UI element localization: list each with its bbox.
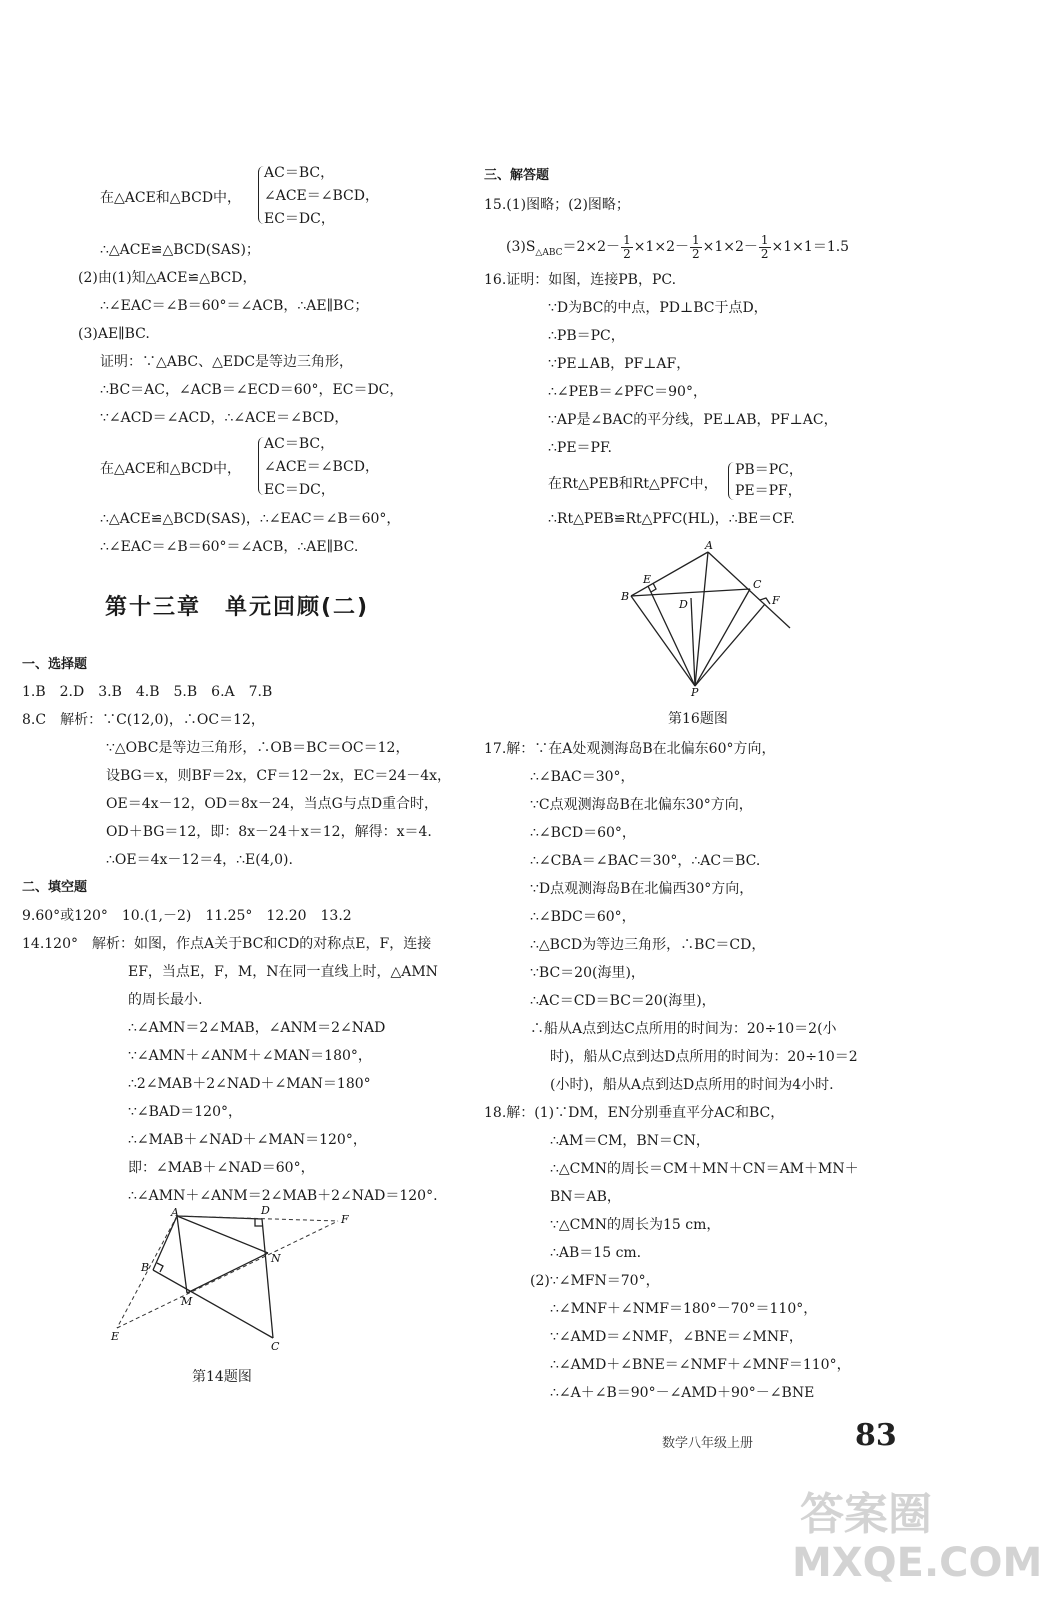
text-line: 在Rt△PEB和Rt△PFC中， [548, 476, 718, 492]
text-line: ∴∠AMD＋∠BNE＝∠NMF＋∠MNF＝110°， [550, 1357, 851, 1373]
fig14-label-A: A [171, 1206, 179, 1219]
figure-14-caption: 第14题图 [192, 1369, 252, 1385]
chapter-title: 第十三章 单元回顾(二) [105, 595, 370, 620]
figure-14 [105, 1204, 365, 1358]
watermark-url: MXQE.COM [792, 1540, 1042, 1586]
fig16-label-F: F [772, 594, 780, 607]
text-line: ∴∠EAC＝∠B＝60°＝∠ACB，∴AE∥BC； [100, 298, 369, 314]
fig16-label-E: E [643, 573, 652, 586]
text-line: ∴∠A＋∠B＝90°－∠AMD＋90°－∠BNE [550, 1385, 815, 1401]
fig14-label-E: E [111, 1330, 120, 1343]
area-formula [506, 232, 849, 268]
text-line: ∵∠ACD＝∠ACD，∴∠ACE＝∠BCD， [100, 410, 349, 426]
text-line: ∵C点观测海岛B在北偏东30°方向， [530, 797, 753, 813]
text-line: ∴∠BDC＝60°， [530, 909, 636, 925]
text-line: ∴PB＝PC， [548, 328, 625, 344]
system-line: ∠ACE＝∠BCD， [264, 459, 379, 475]
text-line: 15.(1)图略；(2)图略； [484, 197, 630, 213]
fig16-label-B: B [621, 590, 630, 603]
text-line: 即：∠MAB＋∠NAD＝60°， [128, 1160, 315, 1176]
text-line: ∵∠BAD＝120°， [128, 1104, 242, 1120]
text-line: ∴∠BCD＝60°， [530, 825, 636, 841]
text-line: ∴AM＝CM，BN＝CN， [550, 1133, 710, 1149]
text-line: EF，当点E，F，M，N在同一直线上时，△AMN [128, 964, 438, 980]
formula-s: (3)S [506, 239, 536, 255]
text-line: ∴∠AMN＋∠ANM＝2∠MAB＋2∠NAD＝120°. [128, 1188, 438, 1204]
text-line: ∵∠AMN＋∠ANM＋∠MAN＝180°， [128, 1048, 372, 1064]
text-line: ∵AP是∠BAC的平分线，PE⊥AB，PF⊥AC， [548, 412, 838, 428]
formula-subscript: △ABC [535, 247, 563, 258]
page-number: 83 [855, 1418, 897, 1453]
text-line: ∴∠BAC＝30°， [530, 769, 635, 785]
text-line: 证明：∵△ABC、△EDC是等边三角形， [100, 354, 354, 370]
text-line: 8.C 解析：∵C(12,0)，∴OC＝12， [22, 712, 265, 728]
formula-part: ×1×2－ [633, 239, 689, 255]
text-line: ∴∠PEB＝∠PFC＝90°， [548, 384, 707, 400]
text-line: (小时)，船从A点到达D点所用的时间为4小时. [550, 1077, 834, 1093]
system-line: EC＝DC， [264, 211, 335, 227]
text-line: 时)，船从C点到达D点所用的时间为：20÷10＝2 [550, 1049, 858, 1065]
text-line: 16.证明：如图，连接PB，PC. [484, 272, 677, 288]
fig16-label-P: P [691, 686, 699, 699]
figure-16-caption: 第16题图 [668, 711, 728, 727]
text-line: ∵BC＝20(海里)， [530, 965, 645, 981]
footer-subject: 数学八年级上册 [662, 1436, 754, 1451]
text-line: ∴∠AMN＝2∠MAB，∠ANM＝2∠NAD [128, 1020, 386, 1036]
fraction-half: $\frac{1}{2}$ [623, 232, 631, 261]
text-line: ∴2∠MAB＋2∠NAD＋∠MAN＝180° [128, 1076, 371, 1092]
text-line: ∴船从A点到达C点所用的时间为：20÷10＝2(小 [530, 1021, 837, 1037]
text-line: ∴BC＝AC，∠ACB＝∠ECD＝60°，EC＝DC， [100, 382, 404, 398]
text-line: ∴Rt△PEB≌Rt△PFC(HL)，∴BE＝CF. [548, 511, 795, 527]
answers-line: 9.60°或120° 10.(1,－2) 11.25° 12.20 13.2 [22, 908, 352, 924]
system-line: AC＝BC， [264, 165, 335, 181]
system-line: EC＝DC， [264, 482, 335, 498]
fig14-label-N: N [271, 1252, 281, 1265]
section-heading: 二、填空题 [22, 880, 88, 895]
formula-part: ×1×2－ [702, 239, 758, 255]
fig14-label-B: B [141, 1261, 150, 1274]
text-line: ∵△OBC是等边三角形，∴OB＝BC＝OC＝12， [106, 740, 410, 756]
system-line: PB＝PC， [735, 462, 803, 478]
fraction-half: $\frac{1}{2}$ [760, 232, 769, 261]
system-line: AC＝BC， [264, 436, 335, 452]
fig14-label-C: C [271, 1340, 280, 1353]
text-line: (3)AE∥BC. [78, 326, 150, 342]
formula-part: ＝2×2－ [562, 239, 621, 255]
text-line: ∴△ACE≌△BCD(SAS)； [100, 242, 260, 258]
fraction-half: $\frac{1}{2}$ [691, 232, 700, 261]
formula-part: ×1×1＝1.5 [771, 239, 850, 255]
text-line: ∴∠CBA＝∠BAC＝30°，∴AC＝BC. [530, 853, 761, 869]
text-line: ∴PE＝PF. [548, 440, 612, 456]
answers-line: 1.B 2.D 3.B 4.B 5.B 6.A 7.B [22, 684, 273, 700]
text-line: (2)∵∠MFN＝70°， [530, 1273, 660, 1289]
text-line: 18.解：(1)∵DM，EN分别垂直平分AC和BC， [484, 1105, 785, 1121]
text-line: ∴△ACE≌△BCD(SAS)，∴∠EAC＝∠B＝60°， [100, 511, 401, 527]
text-line: ∴AC＝CD＝BC＝20(海里)， [530, 993, 716, 1009]
section-heading: 一、选择题 [22, 657, 88, 672]
fig14-label-D: D [261, 1204, 270, 1217]
watermark-logo: 答案圈 [800, 1489, 932, 1540]
system-line: ∠ACE＝∠BCD， [264, 188, 379, 204]
text-line: BN＝AB， [550, 1189, 621, 1205]
text-line: ∴OE＝4x－12＝4，∴E(4,0). [106, 852, 293, 868]
fig14-label-F: F [341, 1213, 349, 1226]
text-line: OE＝4x－12，OD＝8x－24，当点G与点D重合时， [106, 796, 439, 812]
text-line: ∴∠MAB＋∠NAD＋∠MAN＝120°， [128, 1132, 367, 1148]
fig16-label-A: A [705, 539, 713, 552]
text-line: 设BG＝x，则BF＝2x，CF＝12－2x，EC＝24－4x， [106, 768, 452, 784]
text-line: ∴AB＝15 cm. [550, 1245, 642, 1261]
proof-system-prefix: 在△ACE和△BCD中， [100, 190, 242, 206]
figure-16 [615, 538, 800, 698]
text-line: ∴∠EAC＝∠B＝60°＝∠ACB，∴AE∥BC. [100, 539, 359, 555]
text-line: ∵∠AMD＝∠NMF，∠BNE＝∠MNF， [550, 1329, 803, 1345]
fig14-label-M: M [181, 1295, 193, 1308]
text-line: ∴△CMN的周长＝CM＋MN＋CN＝AM＋MN＋ [550, 1161, 859, 1177]
text-line: 17.解：∵在A处观测海岛B在北偏东60°方向， [484, 741, 776, 757]
section-heading: 三、解答题 [484, 168, 550, 183]
text-line: 14.120° 解析：如图，作点A关于BC和CD的对称点E，F，连接 [22, 936, 432, 952]
text-line: ∴∠MNF＋∠NMF＝180°－70°＝110°， [550, 1301, 818, 1317]
text-line: ∵D点观测海岛B在北偏西30°方向， [530, 881, 754, 897]
text-line: ∵PE⊥AB，PF⊥AF， [548, 356, 691, 372]
text-line: ∵△CMN的周长为15 cm， [550, 1217, 721, 1233]
text-line: 的周长最小. [128, 992, 203, 1008]
fig16-label-D: D [679, 598, 688, 611]
system-line: PE＝PF， [735, 483, 802, 499]
text-line: OD＋BG＝12，即：8x－24＋x＝12，解得：x＝4. [106, 824, 432, 840]
text-line: (2)由(1)知△ACE≌△BCD， [78, 270, 257, 286]
fig16-label-C: C [753, 578, 762, 591]
text-line: ∵D为BC的中点，PD⊥BC于点D， [548, 300, 768, 316]
proof-system-prefix: 在△ACE和△BCD中， [100, 461, 242, 477]
text-line: ∴△BCD为等边三角形，∴BC＝CD， [530, 937, 766, 953]
